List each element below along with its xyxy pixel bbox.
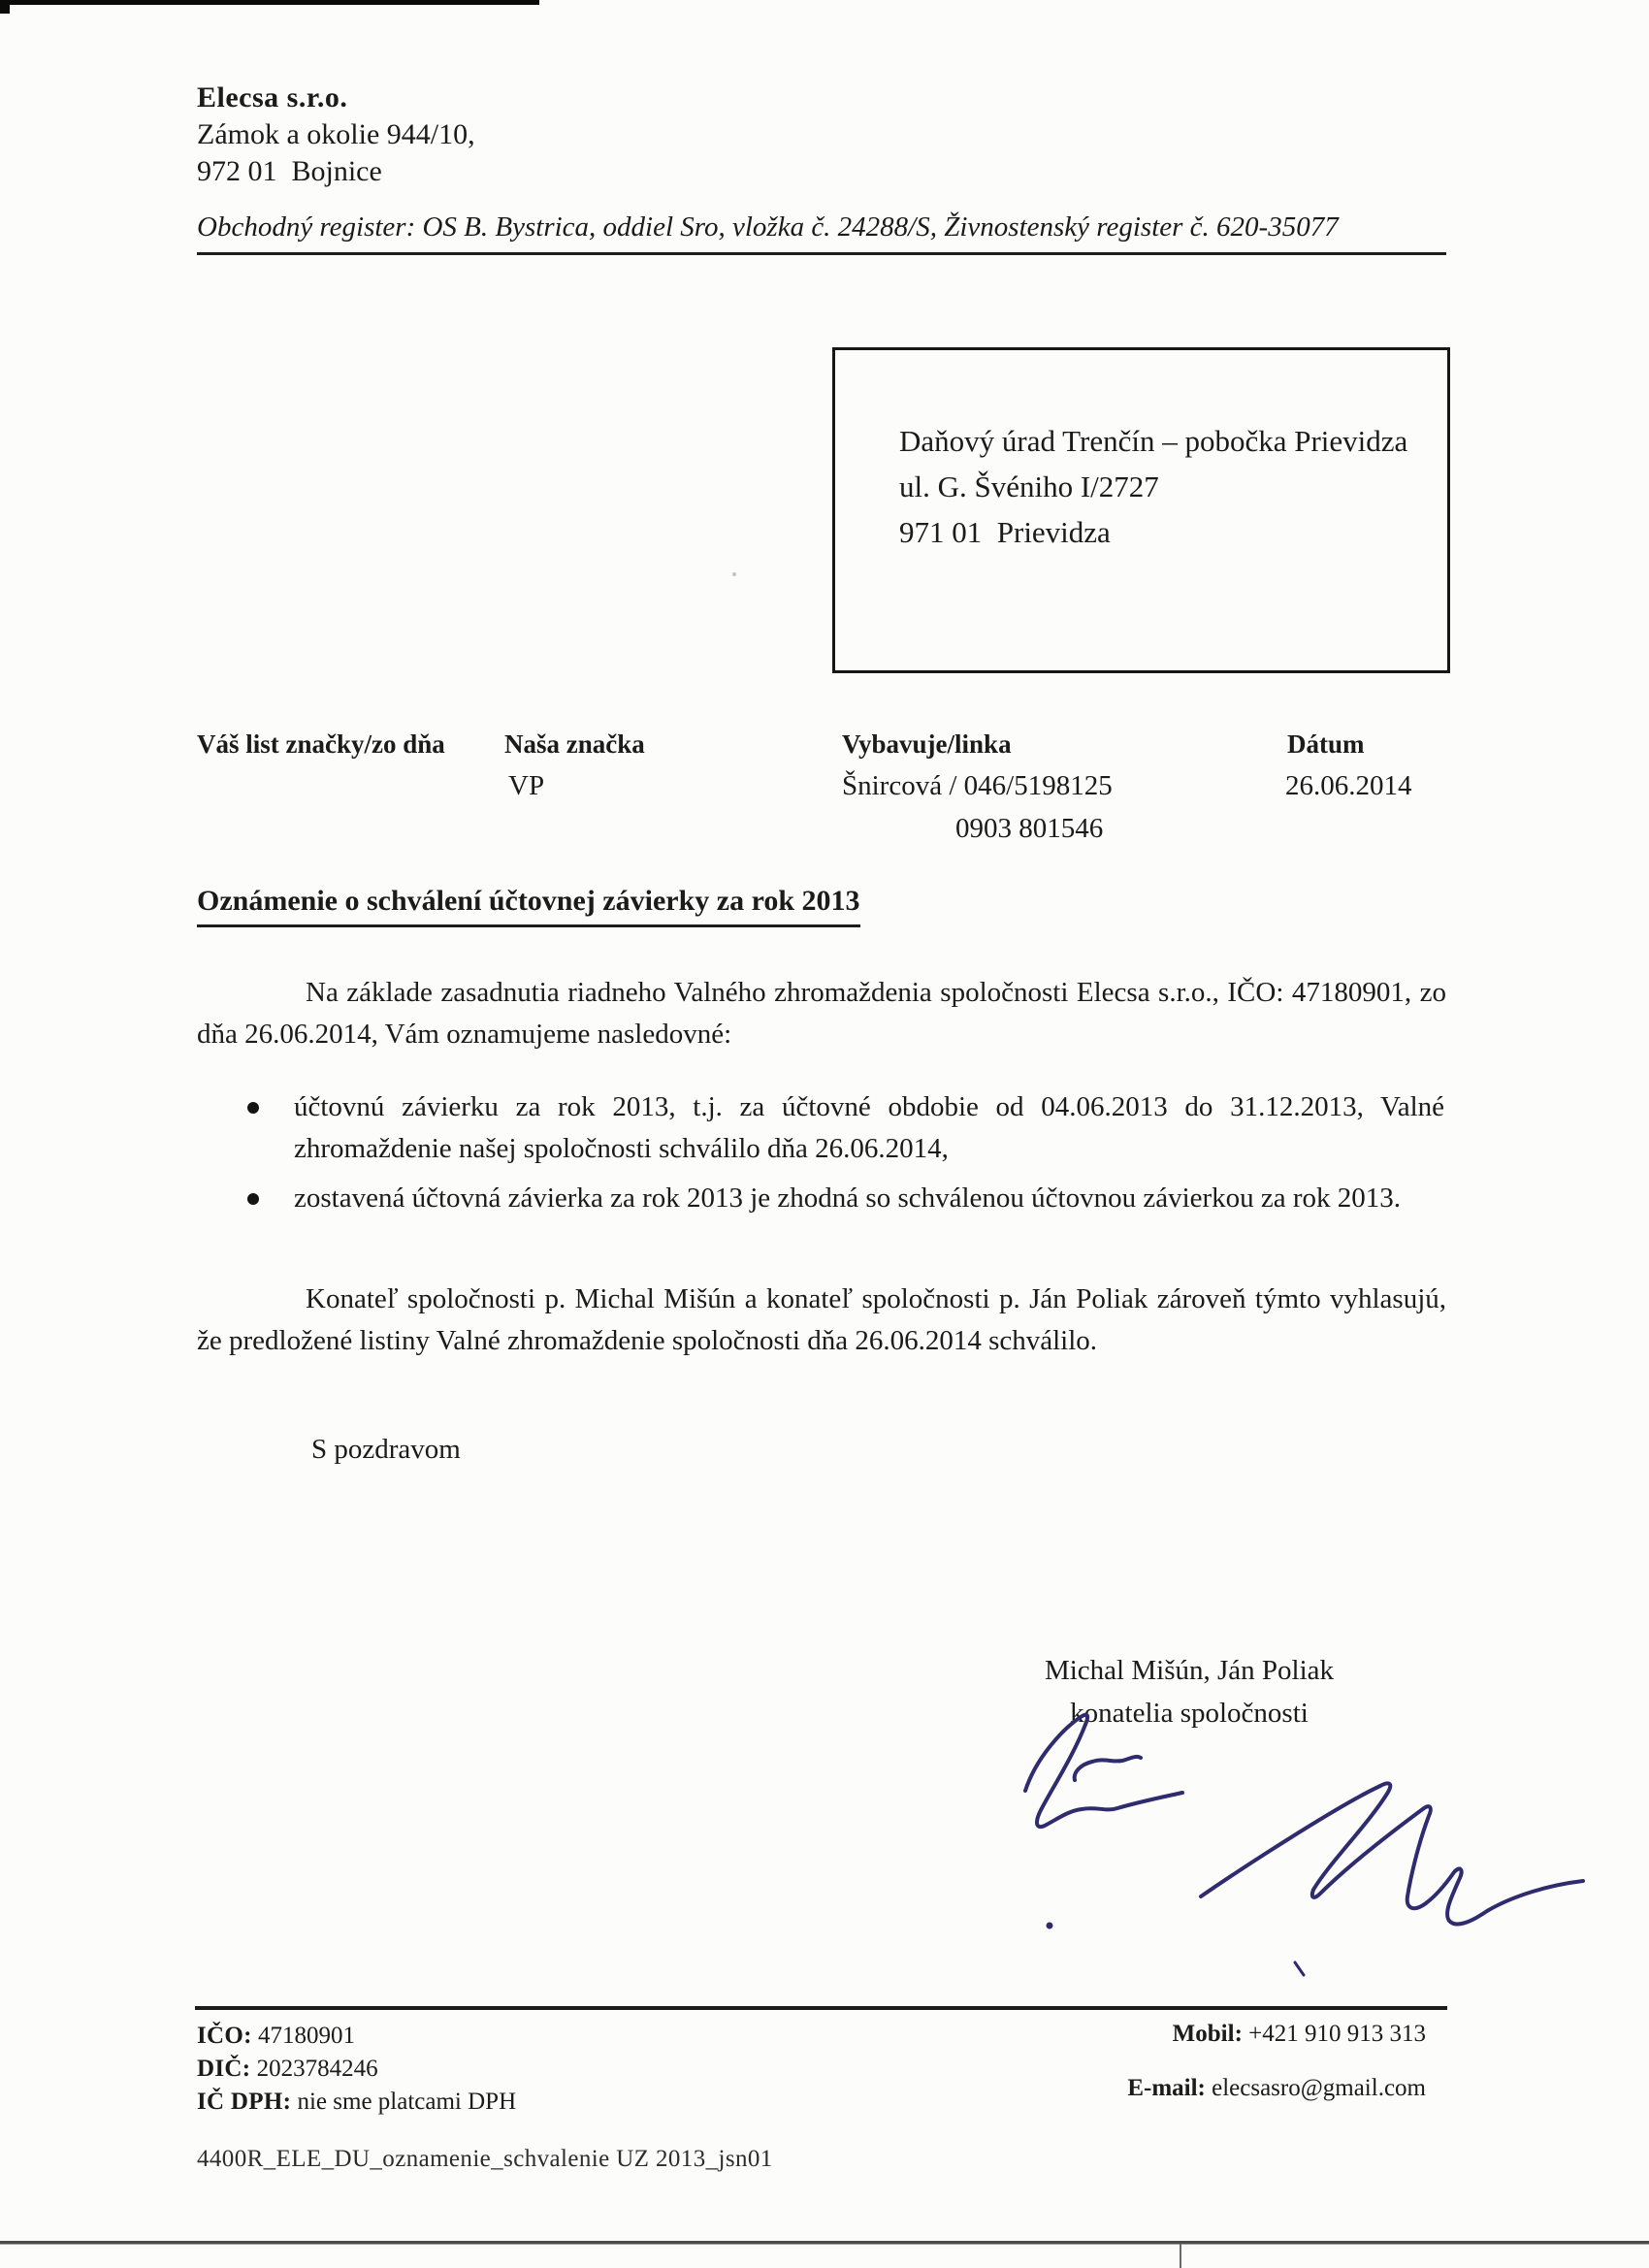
scan-tick-artifact xyxy=(1180,2244,1181,2268)
ref-our-ref-label: Naša značka xyxy=(504,729,645,759)
subject-heading: Oznámenie o schválení účtovnej závierky za rok 2013 xyxy=(197,885,860,927)
footer-dic-line xyxy=(197,2053,516,2086)
scan-edge-artifact-corner xyxy=(0,0,10,14)
mobile-label: Mobil: xyxy=(1172,2021,1243,2047)
list-item xyxy=(247,1178,1450,1219)
signatory-role: konatelia spoločnosti xyxy=(1070,1698,1309,1729)
icdph-label: IČ DPH: xyxy=(197,2089,292,2115)
sender-address-line1: Zámok a okolie 944/10, xyxy=(197,118,475,150)
body-paragraph-2: Konateľ spoločnosti p. Michal Mišún a konateľ spoločnosti p. Ján Poliak zároveň týmto vyhlasujú, že predložené listiny Valné zhromaždenie spoločnosti dňa 26.06.2014 schválilo. xyxy=(197,1283,1446,1356)
footer-ico-line xyxy=(197,2020,516,2053)
scan-edge-artifact-top xyxy=(0,0,539,5)
bullet-icon xyxy=(247,1193,259,1205)
handwritten-signatures xyxy=(951,1688,1610,1998)
bullet-text: účtovnú závierku za rok 2013, t.j. za účtovné obdobie od 04.06.2013 do 31.12.2013, Valné zhromaždenie našej spoločnosti schválilo dňa 26.06.2014, xyxy=(294,1091,1444,1164)
signature-misun-tilde xyxy=(1075,1757,1141,1780)
register-line: Obchodný register: OS B. Bystrica, oddiel Sro, vložka č. 24288/S, Živnostenský register č. 620-35077 xyxy=(197,211,1446,255)
footer-divider xyxy=(195,2006,1447,2010)
footer-company-ids xyxy=(197,2020,516,2119)
ref-our-ref-value: VP xyxy=(508,770,545,801)
body-paragraph-1: Na základe zasadnutia riadneho Valného zhromaždenia spoločnosti Elecsa s.r.o., IČO: 47180901, zo dňa 26.06.2014, Vám oznamujeme nasledovné: xyxy=(197,977,1446,1050)
ref-your-letter-label: Váš list značky/zo dňa xyxy=(197,729,445,759)
document-id: 4400R_ELE_DU_oznamenie_schvalenie UZ 2013_jsn01 xyxy=(197,2146,773,2172)
ico-value: 47180901 xyxy=(251,2023,356,2049)
recipient-line1: Daňový úrad Trenčín – pobočka Prievidza xyxy=(899,424,1408,458)
ink-dot xyxy=(1047,1923,1053,1929)
footer-icdph-line xyxy=(197,2086,516,2119)
dic-value: 2023784246 xyxy=(250,2056,378,2082)
signature-poliak-stroke xyxy=(1201,1783,1583,1924)
recipient-line2: ul. G. Švéniho I/2727 xyxy=(899,470,1159,503)
ref-date-label: Dátum xyxy=(1287,729,1365,759)
dic-label: DIČ: xyxy=(197,2056,251,2082)
ico-label: IČO: xyxy=(197,2023,252,2049)
sender-address-line2: 972 01 Bojnice xyxy=(197,155,382,187)
email-label: E-mail: xyxy=(1127,2075,1206,2101)
ref-handled-by-value: Šnircová / 046/5198125 xyxy=(842,770,1113,801)
bullet-icon xyxy=(247,1102,259,1114)
ref-date-value: 26.06.2014 xyxy=(1285,770,1412,801)
ink-tick xyxy=(1295,1962,1304,1975)
list-item xyxy=(247,1086,1450,1170)
email-value: elecsasro@gmail.com xyxy=(1205,2075,1426,2101)
recipient-line3: 971 01 Prievidza xyxy=(899,515,1111,549)
bullet-list xyxy=(247,1086,1450,1219)
signature-misun-stroke xyxy=(1025,1715,1182,1827)
footer-mobile-line xyxy=(1106,2021,1426,2048)
icdph-value: nie sme platcami DPH xyxy=(291,2089,517,2115)
signatory-names: Michal Mišún, Ján Poliak xyxy=(1044,1655,1335,1686)
scan-edge-artifact-bottom-soft xyxy=(0,2244,1649,2245)
ref-handled-by-phone2: 0903 801546 xyxy=(955,813,1104,844)
sender-name: Elecsa s.r.o. xyxy=(197,81,348,113)
recipient-address xyxy=(835,350,1447,555)
sender-block xyxy=(197,80,475,190)
closing-salutation: S pozdravom xyxy=(311,1434,461,1465)
footer-email-line xyxy=(1106,2075,1426,2102)
bullet-text: zostavená účtovná závierka za rok 2013 je zhodná so schválenou účtovnou závierkou za rok 2013. xyxy=(294,1183,1402,1214)
recipient-address-box xyxy=(832,347,1450,673)
mobile-value: +421 910 913 313 xyxy=(1242,2021,1426,2047)
scan-speck xyxy=(732,572,736,576)
ref-handled-by-label: Vybavuje/linka xyxy=(842,729,1012,759)
